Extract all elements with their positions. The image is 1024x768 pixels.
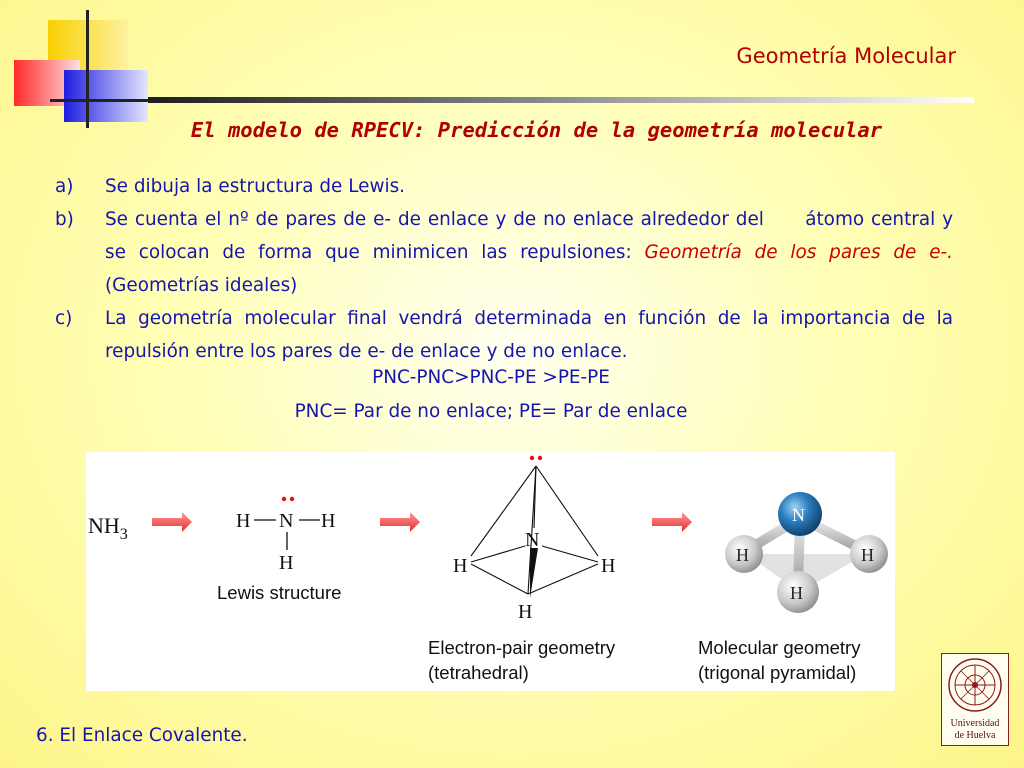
edge-line bbox=[471, 564, 528, 594]
edge-line bbox=[536, 466, 598, 556]
decor-horizontal-line bbox=[50, 99, 160, 102]
logo-text-line2: de Huelva bbox=[954, 730, 996, 741]
list-text-tail: (Geometrías ideales) bbox=[105, 275, 298, 296]
university-logo bbox=[941, 653, 1009, 746]
atom-h-label: H bbox=[790, 583, 803, 603]
lone-pair-dot bbox=[290, 497, 294, 501]
header-rule bbox=[148, 97, 974, 103]
lone-pair-dot bbox=[538, 456, 542, 460]
molecular-caption-line2: (trigonal pyramidal) bbox=[698, 662, 857, 683]
bond-line bbox=[542, 546, 598, 562]
atom-h-left: H bbox=[453, 555, 468, 577]
content-list bbox=[55, 170, 959, 368]
list-text: Se cuenta el nº de pares de e- de enlace y de no enlace alrededor del átomo central y se colocan de forma que minimicen las repulsiones: bbox=[105, 209, 959, 263]
university-seal-icon bbox=[942, 654, 1008, 745]
atom-h-left: H bbox=[236, 510, 251, 532]
decor-vertical-line bbox=[86, 10, 89, 128]
footer-text: 6. El Enlace Covalente. bbox=[36, 725, 248, 746]
list-marker: c) bbox=[55, 308, 73, 329]
molecular-caption-line1: Molecular geometry bbox=[698, 637, 861, 658]
list-text-b bbox=[105, 203, 959, 302]
lewis-structure bbox=[217, 497, 341, 603]
atom-h-right: H bbox=[321, 510, 336, 532]
atom-h-bottom: H bbox=[518, 601, 533, 623]
vsepr-figure-svg bbox=[86, 452, 895, 691]
atom-h-label: H bbox=[861, 545, 874, 565]
highlight-text: Geometría de los pares de e-. bbox=[644, 242, 953, 263]
atom-n-label: N bbox=[792, 505, 805, 525]
vsepr-figure bbox=[86, 452, 895, 691]
electron-caption-line2: (tetrahedral) bbox=[428, 662, 529, 683]
pyramidal-model bbox=[698, 492, 888, 683]
list-text: La geometría molecular final vendrá determinada en función de la importancia de la repulsión entre los pares de e- de enlace y de no enlace. bbox=[105, 308, 953, 362]
formula-nh3: $NH_3$ bbox=[88, 513, 128, 543]
slide-title: El modelo de RPECV: Predicción de la geometría molecular bbox=[190, 118, 883, 142]
list-marker: b) bbox=[55, 209, 74, 230]
logo-text-line1: Universidad bbox=[950, 718, 1000, 729]
lone-pair-dot bbox=[282, 497, 286, 501]
lone-pair-dot bbox=[530, 456, 534, 460]
edge-line bbox=[528, 564, 598, 594]
tetrahedral-geometry bbox=[428, 456, 616, 683]
list-marker: a) bbox=[55, 176, 74, 197]
decor-square-blue bbox=[64, 70, 148, 122]
bond-line bbox=[471, 546, 525, 562]
page-header-title: Geometría Molecular bbox=[736, 44, 956, 68]
electron-caption-line1: Electron-pair geometry bbox=[428, 637, 616, 658]
list-text: Se dibuja la estructura de Lewis. bbox=[105, 176, 406, 197]
atom-h-label: H bbox=[736, 545, 749, 565]
repulsion-order-line: PNC-PNC>PNC-PE >PE-PE bbox=[372, 367, 610, 388]
atom-n: N bbox=[279, 510, 294, 532]
atom-h-bottom: H bbox=[279, 552, 294, 574]
list-item-b bbox=[55, 203, 959, 302]
atom-n: N bbox=[525, 529, 540, 551]
list-item-c bbox=[55, 302, 953, 368]
list-item-a bbox=[55, 170, 953, 203]
arrow-icon bbox=[652, 512, 692, 532]
atom-h-right: H bbox=[601, 555, 616, 577]
arrow-icon bbox=[380, 512, 420, 532]
abbreviation-legend-line: PNC= Par de no enlace; PE= Par de enlace bbox=[294, 401, 688, 422]
lewis-caption: Lewis structure bbox=[217, 582, 342, 603]
arrow-icon bbox=[152, 512, 192, 532]
